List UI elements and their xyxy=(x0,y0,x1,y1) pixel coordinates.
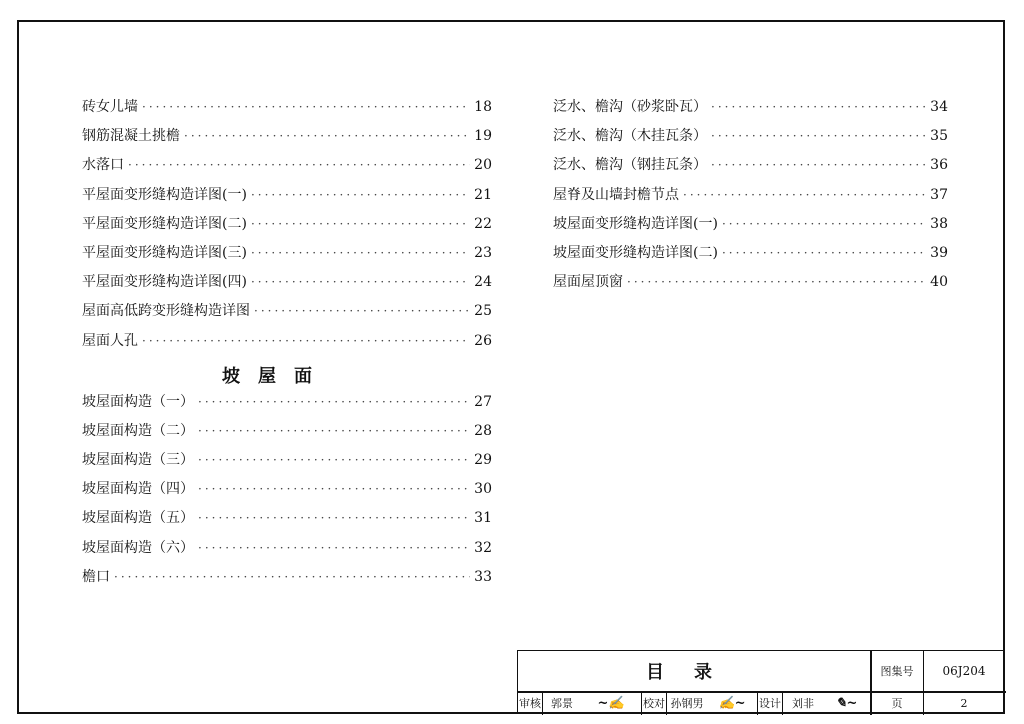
toc-entry-title: 屋面屋顶窗 xyxy=(553,274,623,291)
dot-leader xyxy=(198,511,470,525)
toc-entry-page: 29 xyxy=(474,452,492,469)
toc-left-column xyxy=(82,96,492,595)
toc-entry-page: 30 xyxy=(474,481,492,498)
checker-signature: ✍~ xyxy=(718,695,746,711)
design-label: 设计 xyxy=(759,697,781,710)
toc-entry-title: 坡屋面构造（五） xyxy=(82,510,194,527)
toc-entry xyxy=(82,566,492,595)
toc-entry-page: 40 xyxy=(930,274,948,291)
toc-entry-title: 坡屋面构造（四） xyxy=(82,481,194,498)
toc-entry xyxy=(553,154,948,183)
toc-entry xyxy=(82,391,492,420)
toc-entry-page: 33 xyxy=(474,568,492,585)
dot-leader xyxy=(627,275,926,289)
toc-entry-title: 平屋面变形缝构造详图(一) xyxy=(82,186,247,203)
toc-entry xyxy=(553,125,948,154)
toc-entry-title: 平屋面变形缝构造详图(四) xyxy=(82,274,247,291)
toc-entry-title: 坡屋面变形缝构造详图(二) xyxy=(553,244,718,261)
dot-leader xyxy=(198,453,470,467)
reviewer-signature: ~✍ xyxy=(597,695,625,711)
toc-right-column xyxy=(553,96,948,300)
dot-leader xyxy=(251,246,470,260)
dot-leader xyxy=(198,541,470,555)
dot-leader xyxy=(711,129,926,143)
page-label: 页 xyxy=(891,697,903,710)
toc-entry-page: 19 xyxy=(474,128,492,145)
toc-section-list xyxy=(82,391,492,595)
section-heading: 坡屋面 xyxy=(222,365,330,387)
toc-entry xyxy=(82,449,492,478)
toc-entry xyxy=(82,330,492,359)
toc-entry xyxy=(82,507,492,536)
atlas-label: 图集号 xyxy=(880,665,914,678)
toc-entry-page: 37 xyxy=(930,186,948,203)
title-block-title: 目录 xyxy=(646,662,742,683)
toc-entry-title: 泛水、檐沟（钢挂瓦条） xyxy=(553,157,707,174)
dot-leader xyxy=(722,246,926,260)
toc-entry xyxy=(82,154,492,183)
toc-entry-page: 36 xyxy=(930,157,948,174)
atlas-number: 06J204 xyxy=(942,664,986,678)
toc-entry-title: 坡屋面构造（一） xyxy=(82,393,194,410)
toc-entry-page: 32 xyxy=(474,539,492,556)
dot-leader xyxy=(184,129,470,143)
toc-entry xyxy=(82,478,492,507)
designer-signature: ✎~ xyxy=(835,695,858,711)
toc-entry xyxy=(553,96,948,125)
toc-entry-page: 25 xyxy=(474,303,492,320)
designer-name: 刘非 xyxy=(792,697,814,710)
toc-entry-page: 27 xyxy=(474,393,492,410)
toc-entry xyxy=(82,242,492,271)
toc-entry xyxy=(553,184,948,213)
toc-entry-page: 26 xyxy=(474,332,492,349)
toc-entry-title: 钢筋混凝土挑檐 xyxy=(82,128,180,145)
dot-leader xyxy=(198,424,470,438)
dot-leader xyxy=(251,217,470,231)
toc-entry-title: 泛水、檐沟（木挂瓦条） xyxy=(553,128,707,145)
toc-entry-title: 屋面高低跨变形缝构造详图 xyxy=(82,303,250,320)
toc-entry-page: 34 xyxy=(930,99,948,115)
toc-entry-title: 屋面人孔 xyxy=(82,332,138,349)
page-number: 2 xyxy=(960,696,968,710)
dot-leader xyxy=(114,570,470,584)
toc-entry-title: 屋脊及山墙封檐节点 xyxy=(553,186,679,203)
toc-entry-page: 24 xyxy=(474,274,492,291)
dot-leader xyxy=(142,100,470,114)
toc-entry xyxy=(82,271,492,300)
toc-entry xyxy=(553,242,948,271)
dot-leader xyxy=(254,304,470,318)
toc-entry-title: 檐口 xyxy=(82,568,110,585)
toc-entry-title: 砖女儿墙 xyxy=(82,99,138,115)
toc-entry-title: 坡屋面构造（六） xyxy=(82,539,194,556)
toc-entry xyxy=(82,537,492,566)
toc-entry-page: 22 xyxy=(474,215,492,232)
toc-entry xyxy=(82,300,492,329)
toc-right-list xyxy=(553,96,948,300)
toc-entry-title: 平屋面变形缝构造详图(二) xyxy=(82,215,247,232)
dot-leader xyxy=(722,217,926,231)
dot-leader xyxy=(142,334,470,348)
check-label: 校对 xyxy=(643,697,665,710)
toc-entry-title: 泛水、檐沟（砂浆卧瓦） xyxy=(553,99,707,115)
title-block xyxy=(517,650,1005,714)
dot-leader xyxy=(711,158,926,172)
toc-entry-page: 35 xyxy=(930,128,948,145)
toc-left-list xyxy=(82,96,492,359)
toc-entry xyxy=(82,420,492,449)
review-label: 审核 xyxy=(519,697,541,710)
toc-entry-title: 平屋面变形缝构造详图(三) xyxy=(82,244,247,261)
toc-entry-page: 21 xyxy=(474,186,492,203)
toc-entry-title: 水落口 xyxy=(82,157,124,174)
dot-leader xyxy=(251,188,470,202)
toc-entry-page: 23 xyxy=(474,244,492,261)
dot-leader xyxy=(711,100,926,114)
reviewer-name: 郭景 xyxy=(551,697,573,710)
toc-entry xyxy=(82,213,492,242)
toc-entry-page: 28 xyxy=(474,422,492,439)
toc-entry-title: 坡屋面构造（三） xyxy=(82,452,194,469)
toc-entry-page: 39 xyxy=(930,244,948,261)
dot-leader xyxy=(128,158,470,172)
toc-entry-page: 20 xyxy=(474,157,492,174)
toc-entry-title: 坡屋面构造（二） xyxy=(82,422,194,439)
toc-entry xyxy=(82,125,492,154)
toc-entry-page: 18 xyxy=(474,99,492,115)
dot-leader xyxy=(198,395,470,409)
toc-entry-page: 31 xyxy=(474,510,492,527)
dot-leader xyxy=(198,482,470,496)
toc-entry-title: 坡屋面变形缝构造详图(一) xyxy=(553,215,718,232)
dot-leader xyxy=(683,188,926,202)
toc-entry xyxy=(553,271,948,300)
dot-leader xyxy=(251,275,470,289)
toc-entry xyxy=(553,213,948,242)
toc-entry xyxy=(82,96,492,125)
toc-entry xyxy=(82,184,492,213)
toc-entry-page: 38 xyxy=(930,215,948,232)
checker-name: 孙钢男 xyxy=(670,697,704,710)
